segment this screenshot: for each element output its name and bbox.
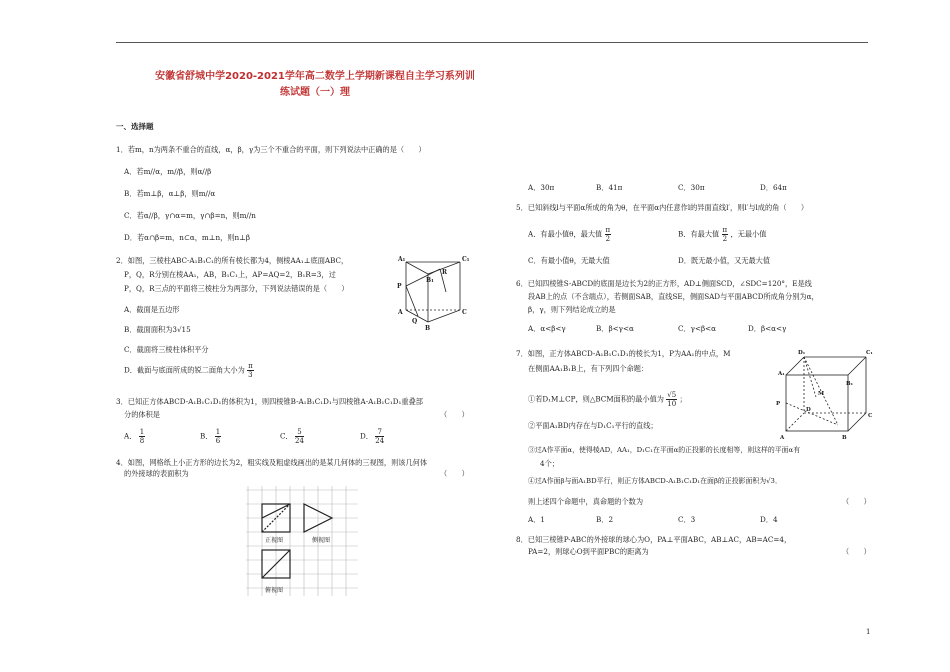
- option-fraction: [295, 428, 304, 445]
- q8-line1: 8．已知三棱锥P-ABC的外接球的球心为O，PA⊥平面ABC，AB⊥AC，AB=AC=4，: [516, 535, 792, 544]
- q6-line2: 段AB上的点（不含端点），若侧面SAB，直线SE，侧面SAD与平面ABCD所成角分别为α，: [528, 292, 819, 301]
- q2-option-b: B．截面面积为3√15: [124, 325, 191, 334]
- q4-option-d: D．64π: [760, 183, 787, 192]
- q1-option-b: B．若m⊥β，α⊥β，则m//α: [124, 189, 216, 198]
- q5-option-c: C．有最小值θ，无最大值: [528, 256, 610, 265]
- svg-text:C: C: [462, 309, 467, 316]
- q2-option-d-text: D．截面与底面所成的锐二面角大小为: [124, 365, 245, 375]
- q2-option-a: A．截面是五边形: [124, 305, 180, 314]
- q4-line2: 的外接球的表面积为: [124, 469, 189, 478]
- fraction-denominator: 10: [667, 400, 677, 408]
- svg-text:A: A: [780, 435, 785, 441]
- top-rule: [116, 42, 868, 43]
- svg-text:P: P: [776, 401, 781, 407]
- q2-line2: P，Q，R分别在棱AA₁，AB，B₁C₁上，AP=AQ=2，B₁R=3，过: [124, 270, 336, 279]
- q3-option-d: [360, 428, 384, 445]
- q7-statement-2: ②平面A₁BD内存在与D₁C₁平行的直线；: [528, 421, 658, 430]
- title-line1: 安徽省舒城中学2020-2021学年高二数学上学期新课程自主学习系列训: [155, 71, 475, 82]
- q2-option-d-fraction: [247, 362, 254, 379]
- q2-line1: 2．如图，三棱柱ABC-A₁B₁C₁的所有棱长都为4，侧棱AA₁⊥底面ABC，: [116, 256, 349, 265]
- q6-option-b: B．β<γ<α: [596, 324, 634, 333]
- fraction-denominator: 8: [139, 437, 145, 445]
- fraction-numerator: π: [722, 226, 728, 234]
- q2-option-c: C．截面将三棱柱体积平分: [124, 345, 209, 354]
- q3-option-b: [200, 428, 221, 445]
- statement-fraction: [666, 391, 677, 408]
- q6-option-a: A．α<β<γ: [528, 324, 566, 333]
- top-view-label: 俯视图: [265, 587, 284, 594]
- option-fraction: [215, 428, 221, 445]
- fraction-denominator: 24: [375, 437, 385, 445]
- svg-text:B₁: B₁: [426, 277, 434, 284]
- q1-option-d: D．若α∩β=m，n⊂α，m⊥n，则n⊥β: [124, 233, 251, 242]
- option-fraction: [139, 428, 145, 445]
- q6-line1: 6．已知四棱锥S-ABCD的底面是边长为2的正方形，AD⊥侧面SCD，∠SDC=120°，E是线: [516, 279, 812, 288]
- fraction-denominator: 2: [722, 235, 728, 243]
- q3-line2: 分的体积是: [124, 410, 160, 419]
- q7-option-a: A．1: [528, 515, 545, 524]
- svg-text:D: D: [806, 407, 811, 413]
- q8-line2: PA=2，则球心O到平面PBC的距离为: [528, 547, 649, 556]
- fraction-denominator: 24: [294, 437, 304, 445]
- q6-option-d: D．β<α<γ: [748, 324, 787, 333]
- svg-text:C: C: [868, 413, 873, 419]
- option-text: ，无最小值: [730, 229, 767, 239]
- title-line2: 练试题（一）理: [280, 87, 350, 98]
- side-view-label: 侧视图: [312, 537, 331, 544]
- option-label: C．: [280, 431, 293, 441]
- q4-paren: （ ）: [440, 469, 469, 478]
- prism-figure: [392, 252, 478, 332]
- svg-text:B: B: [425, 325, 431, 332]
- option-text: B．有最大值: [678, 229, 720, 239]
- cube-figure: [776, 345, 876, 441]
- option-fraction: [722, 226, 729, 243]
- q7-line2: 在侧面AA₁B₁B上，有下列四个命题：: [528, 364, 649, 373]
- option-label: D．: [360, 431, 373, 441]
- q3-option-a: [124, 428, 145, 445]
- option-text: A．有最小值θ，最大值: [528, 229, 603, 239]
- svg-text:B: B: [842, 435, 847, 441]
- fraction-denominator: 2: [605, 235, 611, 243]
- q1-option-c: C．若α//β，γ∩α=m，γ∩β=n，则m//n: [124, 211, 256, 220]
- section-heading: 一、选择题: [116, 122, 154, 131]
- svg-text:D₁: D₁: [798, 350, 806, 356]
- q6-option-c: C．γ<β<α: [678, 324, 717, 333]
- q2-option-d: [124, 362, 254, 379]
- q3-paren: （ ）: [440, 410, 469, 419]
- svg-text:P: P: [397, 283, 402, 290]
- q7-statement-1: [528, 391, 687, 408]
- q4-line1: 4．如图，网格纸上小正方形的边长为2，粗实线及粗虚线画出的是某几何体的三视图，则该几何体: [116, 458, 428, 467]
- fraction-numerator: 1: [139, 428, 145, 436]
- q3-line1: 3．已知正方体ABCD-A₁B₁C₁D₁的体积为1，则四棱锥B-A₁B₁C₁D₁与四棱锥A-A₁B₁C₁D₁重叠部: [116, 397, 423, 406]
- q5-option-d: D．既无最小值，又无最大值: [678, 256, 771, 265]
- q6-line3: β，γ，则下列结论成立的是: [528, 305, 616, 314]
- option-label: B．: [200, 431, 213, 441]
- q7-ask: 则上述四个命题中，真命题的个数为: [528, 497, 644, 506]
- svg-text:A: A: [398, 309, 403, 316]
- option-fraction: [375, 428, 384, 445]
- q7-line1: 7．如图，正方体ABCD-A₁B₁C₁D₁的棱长为1，P为AA₁的中点，M: [516, 349, 731, 358]
- q5-stem: 5．已知斜线l与平面α所成的角为θ，在平面α内任意作l的异面直线l′，则l′与l成的角（ ）: [516, 203, 809, 212]
- q1-option-a: A．若m//α，m//β，则α//β: [124, 167, 212, 176]
- fraction-denominator: 6: [215, 437, 221, 445]
- svg-text:R: R: [442, 269, 447, 276]
- q2-line3: P，Q，R三点的平面将三棱柱分为两部分，下列说法错误的是（ ）: [124, 284, 349, 293]
- q4-option-c: C．30π: [678, 183, 705, 192]
- fraction-numerator: 5: [295, 428, 304, 437]
- svg-text:C₁: C₁: [462, 256, 470, 263]
- fraction-numerator: 7: [375, 428, 384, 437]
- svg-text:A₁: A₁: [778, 371, 785, 377]
- fraction-numerator: π: [605, 226, 611, 234]
- statement-text: ①若D₁M⊥CP，则△BCM面积的最小值为: [528, 394, 664, 404]
- statement-text: ；: [679, 394, 687, 404]
- fraction-numerator: 1: [215, 428, 221, 436]
- fraction-numerator: π: [248, 362, 253, 370]
- q7-statement-3b: 4个；: [540, 459, 559, 468]
- svg-text:C₁: C₁: [866, 350, 873, 356]
- option-fraction: [605, 226, 612, 243]
- page-number: 1: [866, 628, 871, 636]
- q7-option-d: D．4: [760, 515, 778, 524]
- q4-option-b: B．41π: [596, 183, 623, 192]
- q1-stem: 1．若m，n为两条不重合的直线，α，β，γ为三个不重合的平面，则下列说法中正确的是（ ）: [116, 145, 426, 154]
- q4-option-a: A．30π: [528, 183, 555, 192]
- q8-paren: （ ）: [842, 547, 871, 556]
- front-view-label: 正视图: [265, 537, 284, 544]
- q7-statement-4: ④过A作面β与面A₁BD平行，则正方体ABCD-A₁B₁C₁D₁在面β的正投影面积为√3．: [528, 477, 782, 485]
- svg-text:M: M: [818, 391, 825, 397]
- three-view-grid: [246, 486, 362, 600]
- fraction-denominator: 3: [248, 371, 253, 379]
- q5-option-a: [528, 226, 611, 243]
- fraction-numerator: √5: [667, 391, 677, 399]
- q5-option-b: [678, 226, 766, 243]
- q7-option-b: B．2: [596, 515, 614, 524]
- option-label: A．: [124, 431, 137, 441]
- q7-statement-3a: ③过A作平面α，使得棱AD，AA₁，D₁C₁在平面α的正投影的长度相等，则这样的平面α有: [528, 446, 801, 454]
- svg-text:A₁: A₁: [398, 256, 406, 263]
- q7-paren: （ ）: [842, 497, 871, 506]
- svg-text:Q: Q: [412, 318, 418, 325]
- svg-text:B₁: B₁: [846, 381, 854, 387]
- q3-option-c: [280, 428, 304, 445]
- q7-option-c: C．3: [678, 515, 696, 524]
